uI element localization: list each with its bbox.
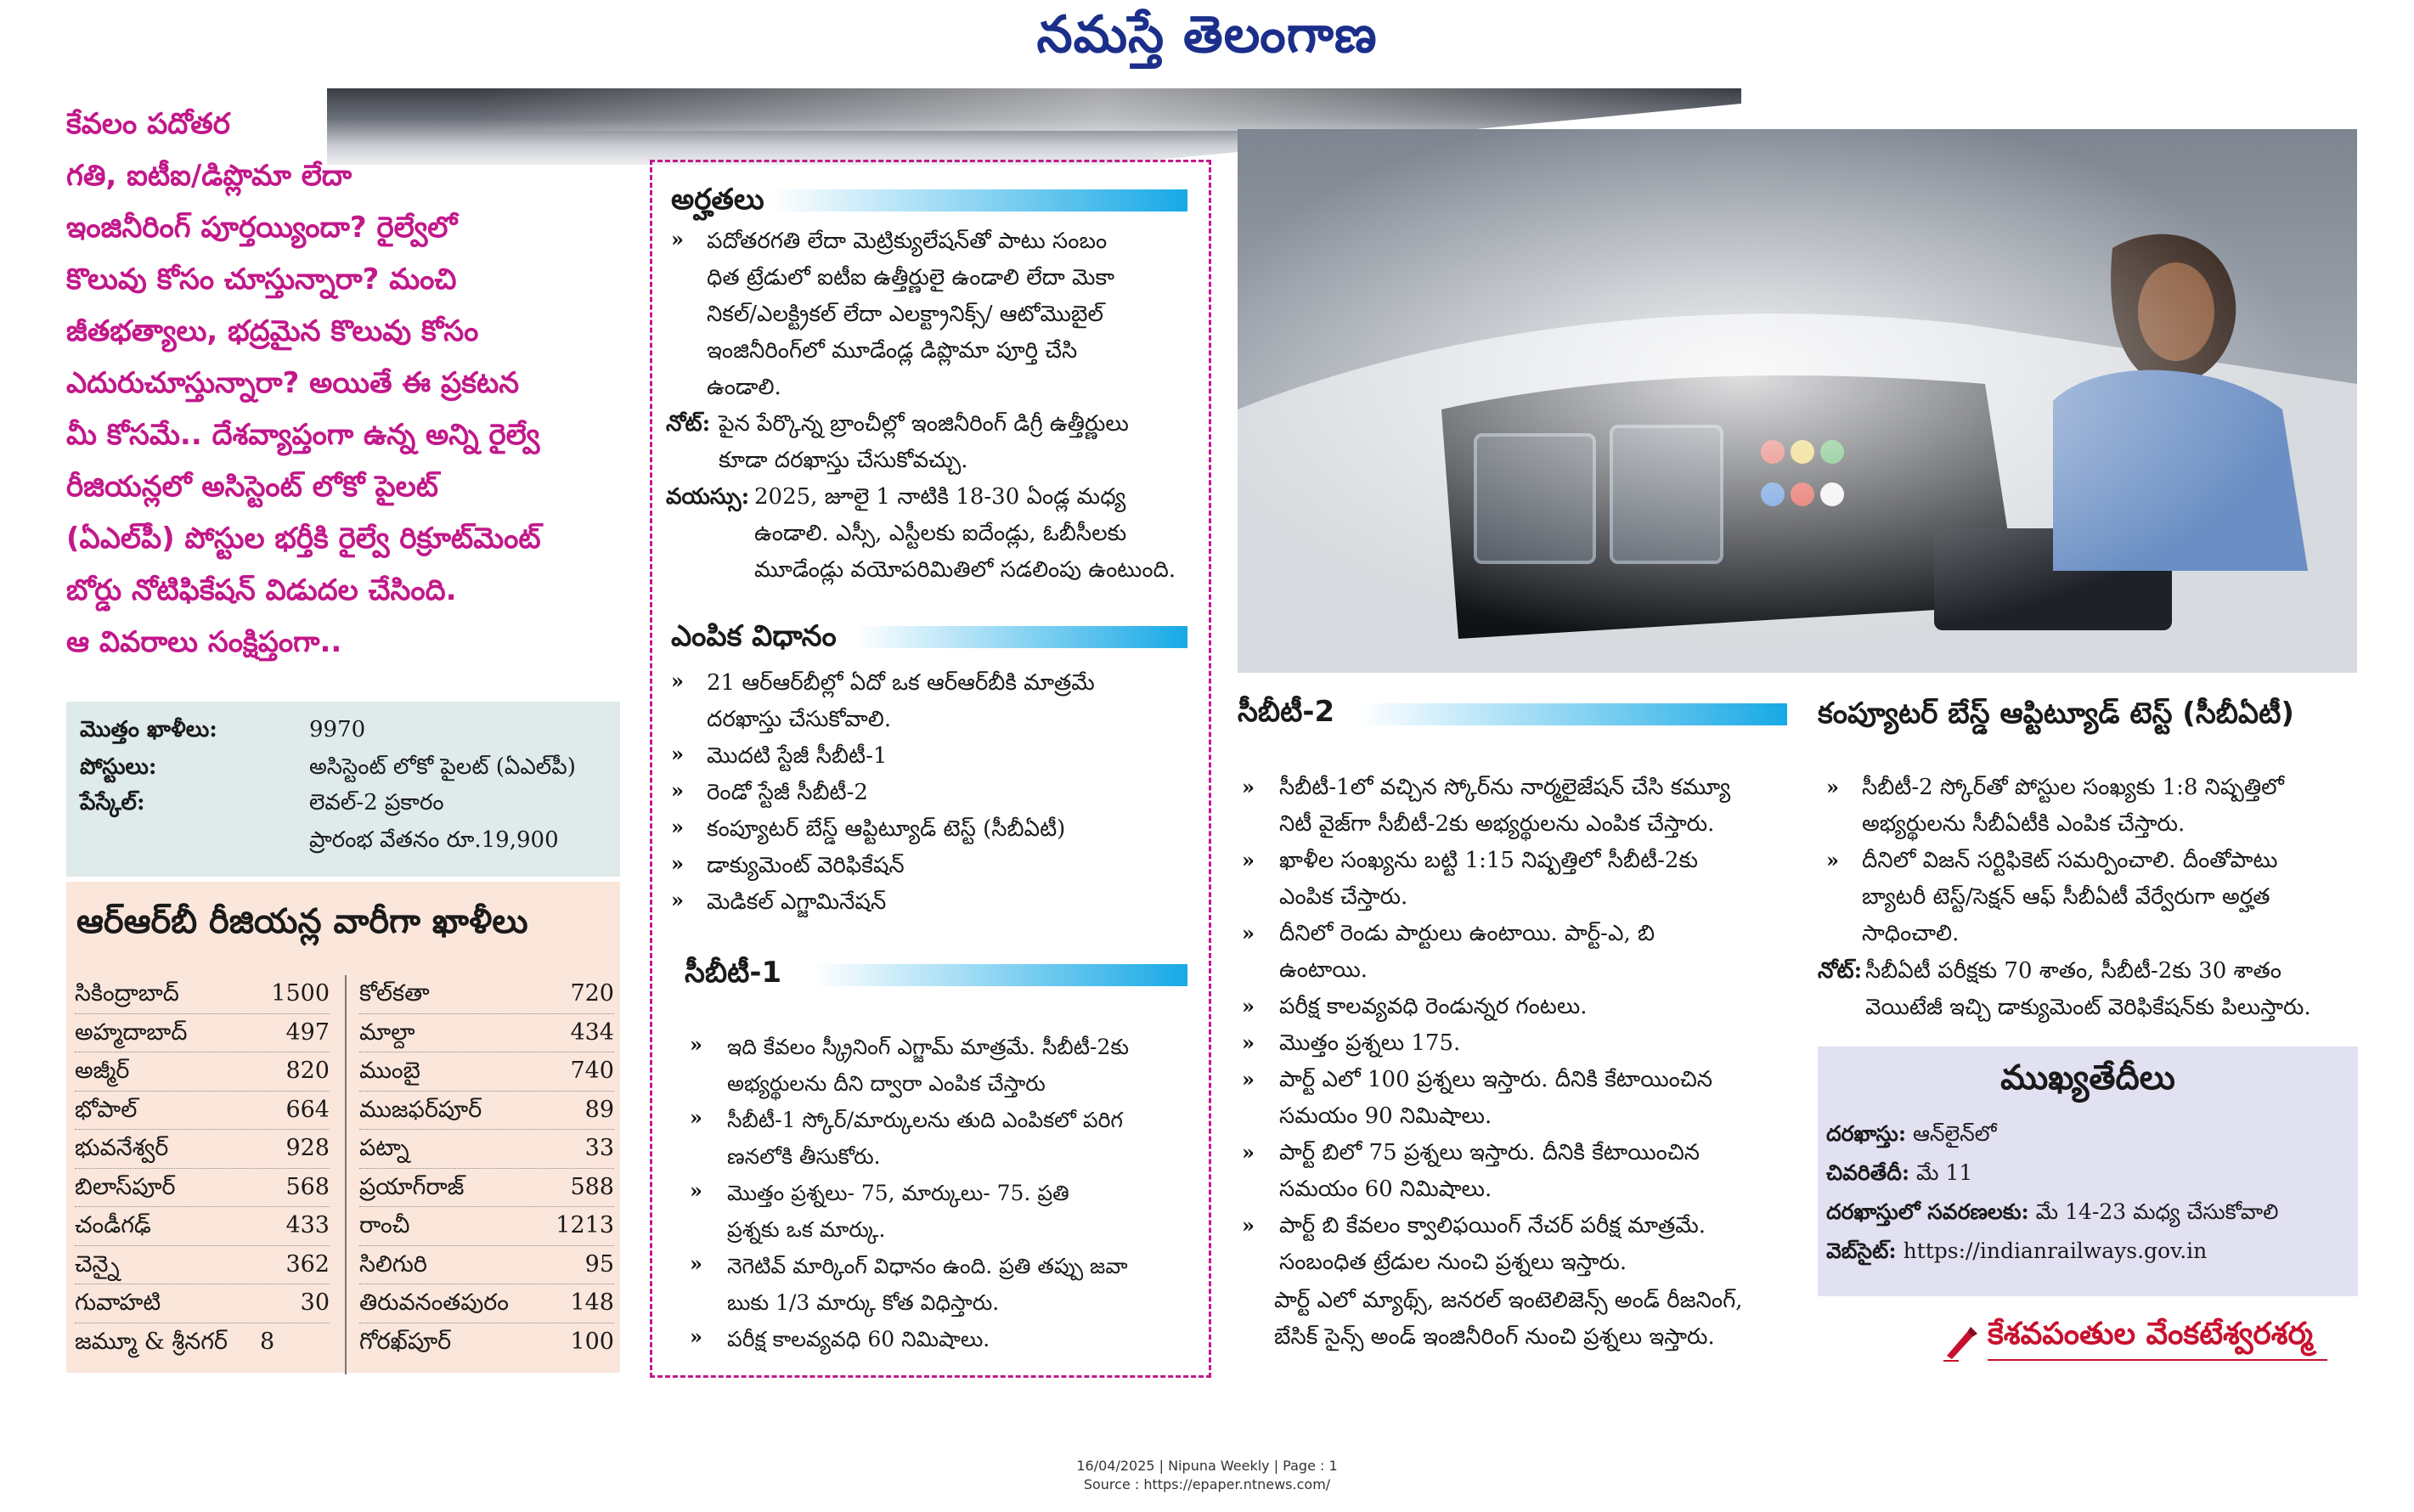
text-line: సీబీటీ-1 స్కోర్/మార్కులను తుది ఎంపికలో పరిగ [727, 1108, 1123, 1132]
date-value: మే 14-23 మధ్య చేసుకోవాలి [2035, 1199, 2279, 1224]
byline-underline [1988, 1359, 2327, 1361]
text-line: డాక్యుమెంట్ వెరిఫికేషన్ [707, 853, 905, 878]
intro-line: మీ కోసమే.. దేశవ్యాప్తంగా ఉన్న అన్ని రైల్వే [66, 418, 540, 452]
zone-row [75, 1092, 330, 1131]
bullet-arrow-icon: » [1242, 994, 1255, 1018]
text-line: పైన పేర్కొన్న బ్రాంచీల్లో ఇంజినీరింగ్ డిగ్రీ ఉత్తీర్ణులు [719, 411, 1129, 437]
text-line: ఉంటాయి. [1279, 957, 1368, 983]
text-line: కూడా దరఖాస్తు చేసుకోవచ్చు. [719, 448, 968, 473]
text-line: పార్ట్ బిలో 75 ప్రశ్నలు ఇస్తారు. దీనికి కేటాయించిన [1279, 1140, 1701, 1165]
cbat-note [1865, 953, 2311, 1026]
text-line: దీనిలో విజన్ సర్టిఫికెట్ సమర్పించాలి. దీంతోపాటు [1862, 848, 2278, 873]
bullet-arrow-icon: » [671, 888, 684, 912]
zone-row [359, 1323, 614, 1362]
eligibility-paragraph [707, 223, 1114, 406]
text-line: అభ్యర్థులను దీని ద్వారా ఎంపిక చేస్తారు [727, 1071, 1046, 1096]
website-link[interactable]: https://indianrailways.gov.in [1903, 1238, 2208, 1263]
accent-bar [856, 626, 1187, 648]
cbt2-item [1279, 1062, 1712, 1135]
bullet-arrow-icon: » [690, 1032, 702, 1057]
text-line: దీనిలో రెండు పార్టులు ఉంటాయి. పార్ట్-ఎ, బి [1279, 921, 1655, 946]
bullet-arrow-icon: » [1242, 921, 1255, 945]
bullet-arrow-icon: » [1242, 1140, 1255, 1165]
footer-source: Source : https://epaper.ntnews.com/ [1083, 1476, 1331, 1492]
cbt1-title: సీబీటీ-1 [685, 956, 782, 990]
zone-vacancy-table [66, 882, 620, 1373]
text-line: పార్ట్ ఎలో మ్యాథ్స్, జనరల్ ఇంటెలిజెన్స్ అండ్ రీజనింగ్, [1274, 1288, 1743, 1313]
zone-count: 95 [584, 1250, 614, 1278]
age-label: వయస్సు: [666, 484, 750, 510]
cbt2-item [1279, 916, 1655, 989]
selection-item [707, 811, 1065, 848]
eligibility-selection-box [650, 160, 1211, 1378]
text-line: బ్యాటరీ టెస్ట్/సెక్షన్ ఆఫ్ సీబీఏటీ వేర్వేరుగా అర్హత [1862, 884, 2270, 910]
text-line: 2025, జూలై 1 నాటికి 18-30 ఏండ్ల మధ్య [754, 484, 1126, 510]
zone-row [359, 1130, 614, 1169]
cbt2-item [1279, 1025, 1460, 1062]
loco-cab-illustration [1238, 129, 2357, 673]
zone-column-left [75, 975, 330, 1361]
zone-name: అజ్మీర్ [75, 1058, 130, 1084]
bullet-arrow-icon: » [1826, 775, 1839, 799]
cbt2-tail [1274, 1283, 1743, 1356]
accent-bar [771, 189, 1187, 212]
zone-row [359, 1169, 614, 1208]
zone-row [75, 1169, 330, 1208]
zone-count: 664 [285, 1096, 330, 1123]
zone-name: గోరఖ్‌పూర్ [359, 1328, 452, 1355]
text-line: నిటీ వైజ్‌గా సీబీటీ-2కు అభ్యర్థులను ఎంపిక చేస్తారు. [1279, 811, 1715, 837]
text-line: మొత్తం ప్రశ్నలు 175. [1279, 1030, 1461, 1056]
zone-name: చెన్నై [75, 1250, 120, 1278]
text-line: దరఖాస్తు చేసుకోవాలి. [707, 707, 892, 732]
text-line: ధిత ట్రేడులో ఐటీఐ ఉత్తీర్ణులై ఉండాలి లేదా మెకా [707, 265, 1115, 291]
intro-line: రీజియన్లలో అసిస్టెంట్ లోకో పైలట్ [66, 470, 438, 504]
zone-row [359, 1014, 614, 1053]
date-label: దరఖాస్తులో సవరణలకు: [1826, 1199, 2029, 1224]
cbt1-item [727, 1175, 1069, 1248]
text-line: పార్ట్ బి కేవలం క్వాలిఫయింగ్ నేచర్ పరీక్ష మాత్రమే. [1279, 1213, 1706, 1238]
text-line: మొత్తం ప్రశ్నలు- 75, మార్కులు- 75. ప్రతి [727, 1181, 1069, 1205]
selection-title: ఎంపిక విధానం [671, 619, 837, 653]
zone-name: రాంచీ [359, 1212, 410, 1238]
text-line: ణనలోకి తీసుకోరు. [727, 1144, 881, 1169]
zone-name: మాల్దా [359, 1018, 415, 1046]
zone-row [359, 1246, 614, 1285]
zone-count: 434 [570, 1018, 614, 1046]
date-label: చివరితేదీ: [1826, 1160, 1910, 1185]
fact-value: 9970 [309, 717, 366, 742]
note-label: నోట్: [1818, 958, 1863, 984]
zone-row [75, 975, 330, 1014]
eligibility-age [754, 479, 1176, 589]
zone-table-title: ఆర్ఆర్‌బీ రీజియన్ల వారీగా ఖాళీలు [76, 902, 528, 941]
zone-column-divider [345, 975, 347, 1374]
selection-item [707, 884, 886, 921]
zone-row [359, 1207, 614, 1246]
text-line: పార్ట్ ఎలో 100 ప్రశ్నలు ఇస్తారు. దీనికి కేటాయించిన [1279, 1067, 1712, 1092]
cbt1-item [727, 1102, 1123, 1175]
pen-icon-svg [1942, 1322, 1983, 1362]
zone-count: 1213 [556, 1212, 614, 1238]
cbt2-title: సీబీటీ-2 [1238, 695, 1335, 729]
zone-count: 362 [285, 1250, 330, 1278]
zone-row [75, 1130, 330, 1169]
bullet-arrow-icon: » [1242, 848, 1255, 872]
note-label: నోట్: [666, 411, 711, 437]
fact-value: అసిస్టెంట్ లోకో పైలట్ (ఏఎల్‌పీ) [309, 754, 576, 780]
zone-count: 568 [285, 1173, 330, 1200]
author-byline: కేశవపంతుల వేంకటేశ్వరశర్మ [1988, 1317, 2313, 1351]
intro-line: (ఏఎల్‌పీ) పోస్టుల భర్తీకి రైల్వే రిక్రూట్‌మెంట్ [66, 522, 541, 556]
cbt2-item [1279, 843, 1698, 916]
text-line: ఖాళీల సంఖ్యను బట్టి 1:15 నిష్పత్తిలో సీబీటీ-2కు [1279, 848, 1699, 873]
fact-value: ప్రారంభ వేతనం రూ.19,900 [309, 827, 559, 853]
bullet-arrow-icon: » [690, 1251, 702, 1276]
zone-count: 89 [584, 1096, 614, 1123]
fact-label: పేస్కేల్: [80, 790, 145, 815]
text-line: సీబీఏటీ పరీక్షకు 70 శాతం, సీబీటీ-2కు 30 శాతం [1865, 958, 2281, 984]
dates-apply [1826, 1121, 1997, 1152]
zone-row [359, 1052, 614, 1092]
bullet-arrow-icon: » [671, 742, 684, 766]
intro-line: ఇంజినీరింగ్ పూర్తయ్యిందా? రైల్వేలో [66, 211, 458, 245]
date-value: మే 11 [1916, 1160, 1973, 1185]
bullet-arrow-icon: » [1242, 1213, 1255, 1238]
cbt1-item [727, 1321, 990, 1357]
cbt2-item [1279, 770, 1730, 843]
cbt2-item [1279, 1135, 1700, 1208]
cbat-title: కంప్యూటర్ బేస్డ్ ఆప్టిట్యూడ్ టెస్ట్ (సీబీఏటీ) [1818, 697, 2294, 731]
text-line: మెడికల్ ఎగ్జామినేషన్ [707, 889, 887, 915]
zone-row [75, 1014, 330, 1053]
text-line: ప్రశ్నకు ఒక మార్కు. [727, 1217, 886, 1242]
footer-line: 16/04/2025 | Nipuna Weekly | Page : 1 [1076, 1458, 1338, 1474]
dates-last [1826, 1160, 1972, 1191]
cbt1-item [727, 1248, 1128, 1321]
zone-name: సికింద్రాబాద్ [75, 980, 179, 1007]
selection-item [707, 738, 887, 775]
zone-name: బిలాస్‌పూర్ [75, 1173, 176, 1200]
bullet-arrow-icon: » [1242, 1067, 1255, 1092]
eligibility-note [719, 406, 1129, 479]
zone-count: 740 [570, 1058, 614, 1084]
zone-name: కోల్‌కతా [359, 980, 430, 1007]
zone-name: తిరువనంతపురం [359, 1289, 509, 1316]
text-line: బేసిక్ సైన్స్ అండ్ ఇంజినీరింగ్ నుంచి ప్రశ్నలు ఇస్తారు. [1274, 1324, 1715, 1350]
date-label: దరఖాస్తు: [1826, 1121, 1907, 1146]
zone-count: 588 [570, 1173, 614, 1200]
text-line: వెయిటేజీ ఇచ్చి డాక్యుమెంట్ వెరిఫికేషన్‌కు పిలుస్తారు. [1865, 995, 2311, 1020]
zone-count: 928 [285, 1135, 330, 1161]
intro-line: కొలువు కోసం చూస్తున్నారా? మంచి [66, 262, 457, 296]
date-value: ఆన్‌లైన్‌లో [1913, 1121, 1997, 1146]
fact-label: పోస్టులు: [80, 754, 157, 780]
cbt1-item [727, 1029, 1129, 1102]
bullet-arrow-icon: » [1826, 848, 1839, 872]
selection-item [707, 665, 1095, 738]
text-line: మొదటి స్టేజీ సీబీటీ-1 [707, 743, 888, 769]
loco-pilot-photo [1238, 129, 2357, 673]
intro-line: గతి, ఐటీఐ/డిప్లొమా లేదా [66, 159, 353, 193]
zone-name: ప్రయాగ్‌రాజ్ [359, 1173, 465, 1200]
text-line: బుకు 1/3 మార్కు కోత విధిస్తారు. [727, 1290, 1000, 1315]
pen-icon [1942, 1322, 1983, 1366]
zone-row [75, 1323, 330, 1362]
bullet-arrow-icon: » [1242, 775, 1255, 799]
zone-name: జమ్మూ & శ్రీనగర్ [75, 1328, 228, 1355]
zone-name: సిలిగురి [359, 1250, 427, 1278]
important-dates-box [1818, 1047, 2358, 1296]
train-banner-highlight [476, 88, 1733, 131]
intro-line: ఆ వివరాలు సంక్షిప్తంగా.. [66, 625, 342, 659]
intro-line: కేవలం పదోతర [66, 107, 230, 141]
text-line: అభ్యర్థులను సీబీఏటీకి ఎంపిక చేస్తారు. [1862, 811, 2186, 837]
zone-count: 720 [570, 980, 614, 1007]
text-line: ఉండాలి. [707, 375, 781, 400]
accent-bar [814, 964, 1187, 986]
selection-item [707, 775, 868, 811]
cbat-item [1862, 770, 2284, 843]
text-line: పరీక్ష కాలవ్యవధి 60 నిమిషాలు. [727, 1327, 990, 1351]
masthead-title: నమస్తే తెలంగాణ [1036, 5, 1378, 65]
zone-row [359, 975, 614, 1014]
zone-count: 33 [584, 1135, 614, 1161]
text-line: 21 ఆర్ఆర్‌బీల్లో ఏదో ఒక ఆర్ఆర్‌బీకి మాత్రమే [707, 670, 1095, 696]
bullet-arrow-icon: » [690, 1324, 702, 1349]
text-line: కంప్యూటర్ బేస్డ్ ఆప్టిట్యూడ్ టెస్ట్ (సీబీఏటీ) [707, 816, 1066, 842]
dates-title: ముఖ్యతేదీలు [2000, 1058, 2175, 1097]
zone-name: అహ్మదాబాద్ [75, 1018, 188, 1046]
date-label: వెబ్‌సైట్: [1826, 1238, 1897, 1263]
zone-count: 8 [260, 1328, 275, 1355]
cbt2-item [1279, 1208, 1706, 1281]
intro-line: జీతభత్యాలు, భద్రమైన కొలువు కోసం [66, 314, 479, 348]
text-line: సాధించాలి. [1862, 921, 1960, 946]
intro-line: ఎదురుచూస్తున్నారా? అయితే ఈ ప్రకటన [66, 366, 520, 400]
zone-count: 100 [570, 1328, 614, 1355]
zone-row [359, 1092, 614, 1131]
text-line: సమయం 90 నిమిషాలు. [1279, 1103, 1492, 1129]
bullet-arrow-icon: » [1242, 1030, 1255, 1055]
zone-name: ముంబై [359, 1058, 420, 1084]
dates-edit [1826, 1199, 2278, 1230]
zone-count: 1500 [271, 980, 330, 1007]
text-line: ఇది కేవలం స్క్రీనింగ్ ఎగ్జామ్ మాత్రమే. సీబీటీ-2కు [727, 1035, 1130, 1059]
text-line: పరీక్ష కాలవ్యవధి రెండున్నర గంటలు. [1279, 994, 1588, 1019]
selection-item [707, 848, 905, 884]
zone-count: 30 [300, 1289, 330, 1316]
text-line: సీబీటీ-1లో వచ్చిన స్కోర్‌ను నార్మలైజేషన్ చేసి కమ్యూ [1279, 775, 1731, 800]
bullet-arrow-icon: » [671, 851, 684, 876]
zone-name: ముజఫర్‌పూర్ [359, 1096, 482, 1123]
intro-paragraph [66, 99, 618, 669]
accent-bar [1359, 703, 1787, 725]
zone-count: 820 [285, 1058, 330, 1084]
zone-name: చండీగఢ్ [75, 1212, 151, 1238]
text-line: ఉండాలి. ఎస్సీ, ఎస్టీలకు ఐదేండ్లు, ఓబీసీలకు [754, 521, 1127, 546]
zone-count: 433 [285, 1212, 330, 1238]
text-line: ఇంజినీరింగ్‌లో మూడేండ్ల డిప్లొమా పూర్తి చేసి [707, 338, 1078, 364]
eligibility-title: అర్హతలు [671, 183, 764, 217]
fact-label: మొత్తం ఖాళీలు: [80, 717, 217, 742]
text-line: సమయం 60 నిమిషాలు. [1279, 1176, 1492, 1202]
zone-row [359, 1284, 614, 1323]
bullet-arrow-icon: » [671, 815, 684, 839]
bullet-arrow-icon: » [671, 778, 684, 803]
zone-count: 497 [285, 1018, 330, 1046]
zone-name: గువాహటి [75, 1289, 161, 1316]
zone-name: పట్నా [359, 1135, 409, 1161]
cbat-item [1862, 843, 2278, 952]
bullet-arrow-icon: » [671, 227, 684, 251]
text-line: రెండో స్టేజీ సీబీటీ-2 [707, 780, 868, 805]
zone-count: 148 [570, 1289, 614, 1316]
bullet-arrow-icon: » [690, 1178, 702, 1203]
bullet-arrow-icon: » [671, 669, 684, 693]
intro-line: బోర్డు నోటిఫికేషన్ విడుదల చేసింది. [66, 573, 457, 607]
zone-row [75, 1052, 330, 1092]
zone-row [75, 1207, 330, 1246]
text-line: సంబంధిత ట్రేడుల నుంచి ప్రశ్నలు ఇస్తారు. [1279, 1250, 1627, 1275]
fact-value: లెవల్-2 ప్రకారం [309, 790, 444, 815]
zone-name: భోపాల్ [75, 1096, 138, 1123]
bullet-arrow-icon: » [690, 1105, 702, 1130]
text-line: ఎంపిక చేస్తారు. [1279, 884, 1408, 910]
text-line: నెగెటివ్ మార్కింగ్ విధానం ఉంది. ప్రతి తప్పు జవా [727, 1254, 1128, 1278]
zone-row [75, 1284, 330, 1323]
dates-website [1826, 1238, 2207, 1269]
zone-column-right [359, 975, 614, 1361]
text-line: సీబీటీ-2 స్కోర్‌తో పోస్టుల సంఖ్యకు 1:8 నిష్పత్తిలో [1862, 775, 2284, 800]
zone-row [75, 1246, 330, 1285]
cbt2-item [1279, 989, 1588, 1025]
text-line: పదోతరగతి లేదా మెట్రిక్యులేషన్‌తో పాటు సంబం [707, 228, 1108, 254]
zone-name: భువనేశ్వర్ [75, 1135, 169, 1161]
text-line: మూడేండ్లు వయోపరిమితిలో సడలింపు ఉంటుంది. [754, 557, 1176, 583]
fact-box [66, 702, 620, 877]
text-line: నికల్/ఎలక్ట్రికల్ లేదా ఎలక్ట్రానిక్స్/ ఆటోమొబైల్ [707, 302, 1103, 327]
